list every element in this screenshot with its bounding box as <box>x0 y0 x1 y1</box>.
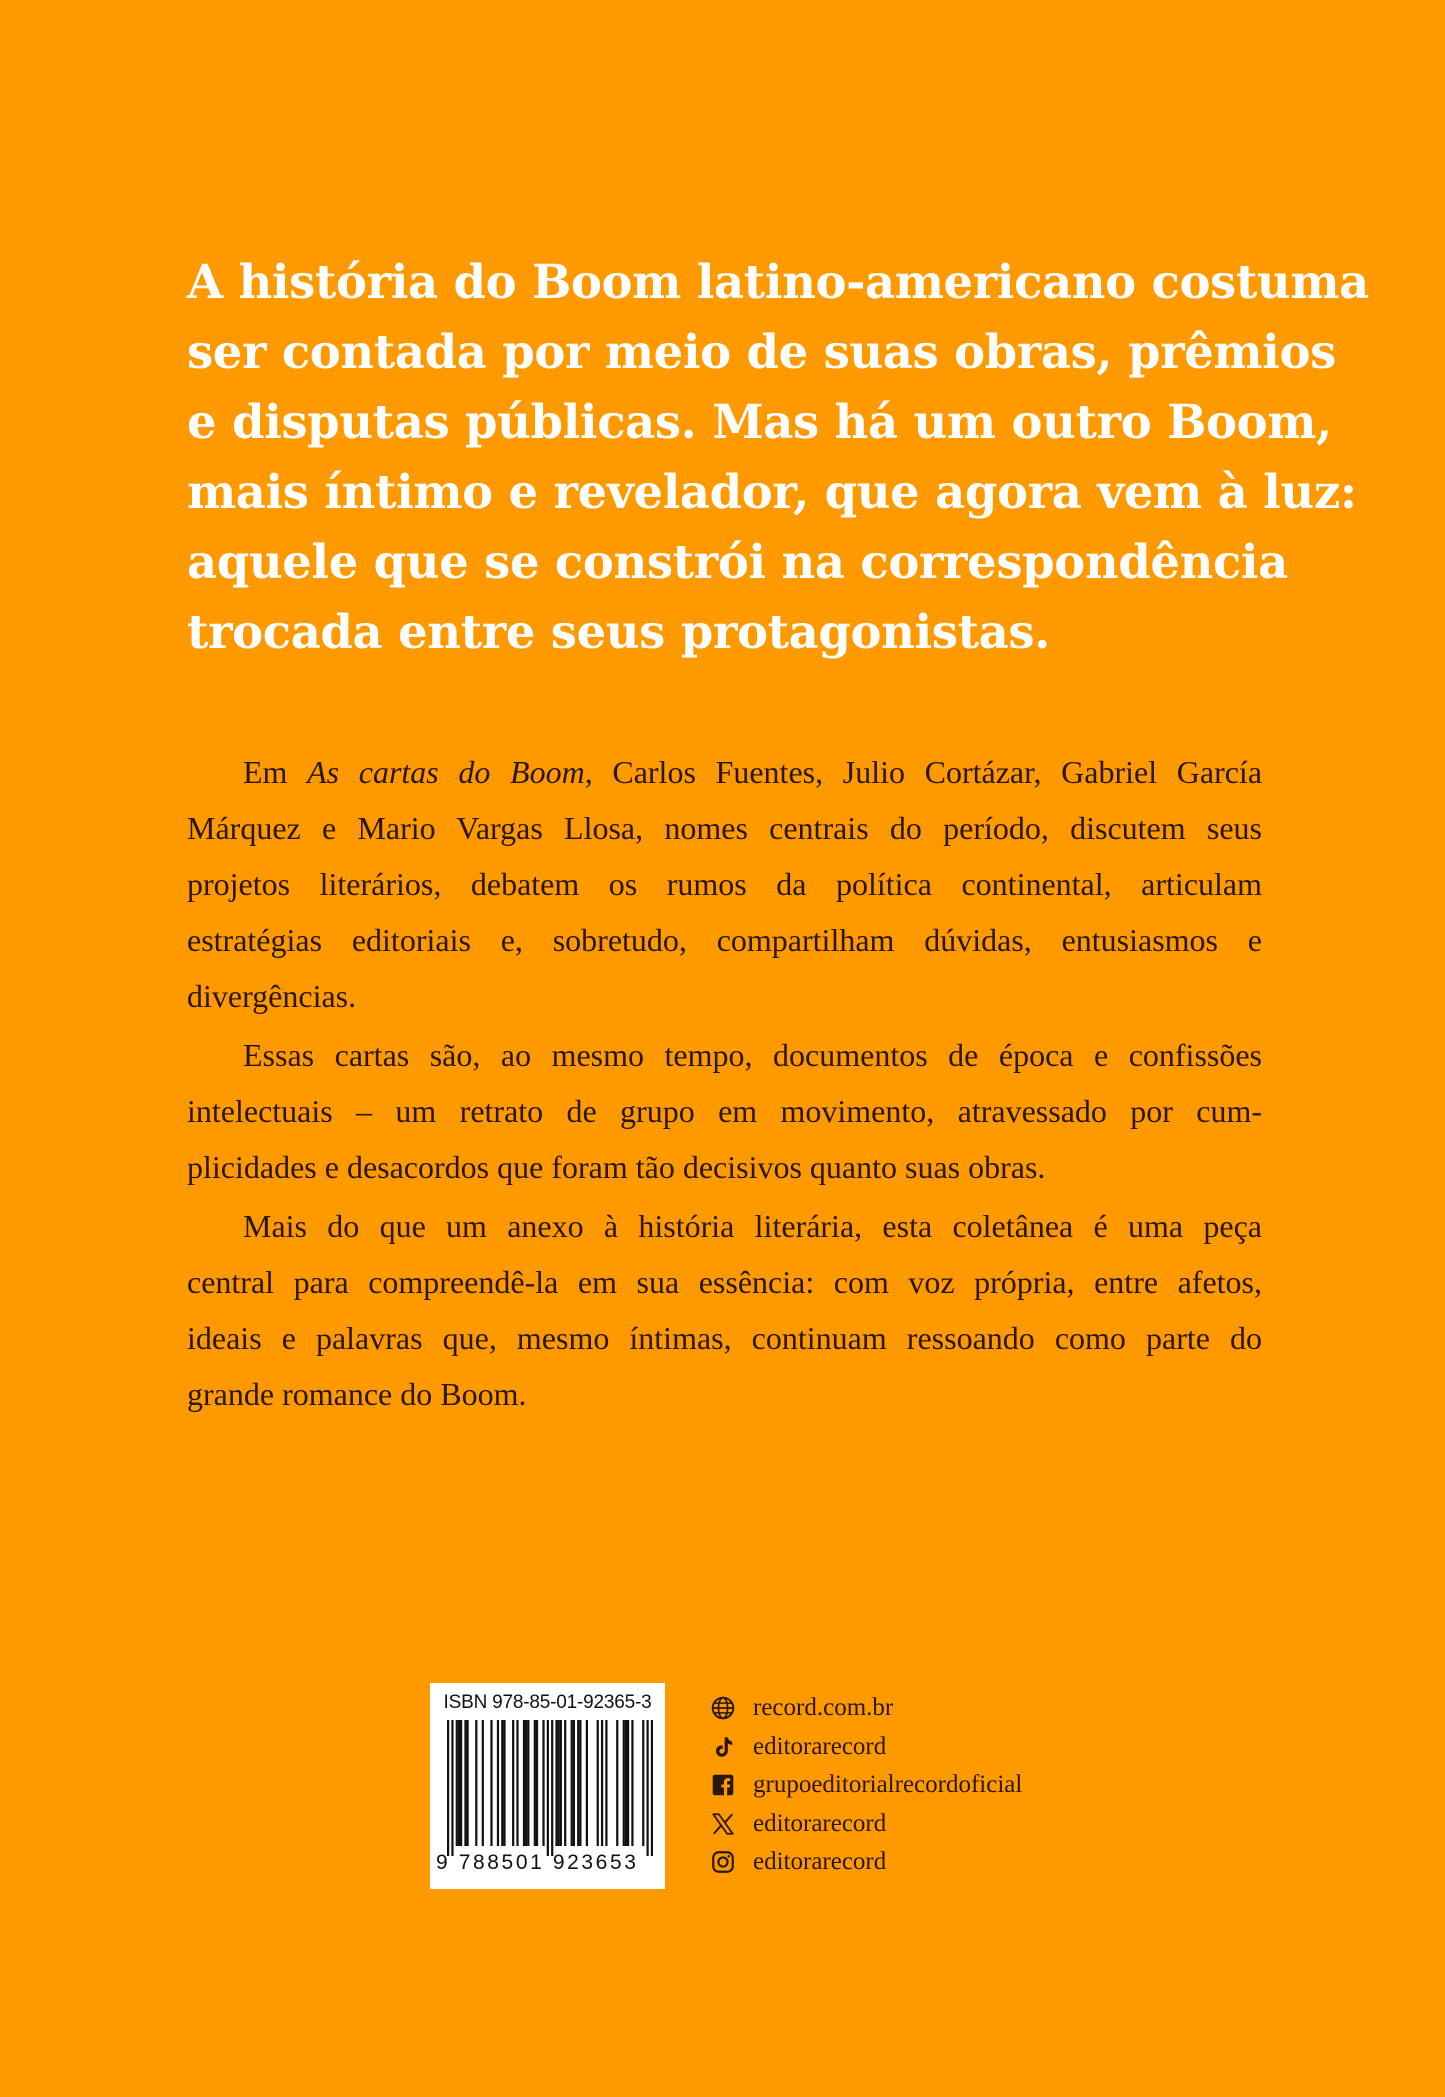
globe-icon <box>710 1695 736 1721</box>
paragraph-line: projetos literários, debatem os rumos da política continental, articulam <box>187 866 1262 902</box>
social-label: editorarecord <box>753 1848 887 1876</box>
barcode-bar <box>512 1720 514 1846</box>
paragraph-line: Márquez e Mario Vargas Llosa, nomes centrais do período, discutem seus <box>187 810 1262 846</box>
social-label: record.com.br <box>753 1694 894 1722</box>
barcode-bar <box>579 1720 581 1846</box>
barcode-bar <box>616 1720 618 1846</box>
barcode-bar <box>501 1720 503 1846</box>
social-item-x[interactable] <box>710 1805 1022 1844</box>
barcode-bar <box>564 1720 566 1846</box>
paragraph-line <box>187 744 1262 800</box>
paragraph-line: grande romance do Boom. <box>187 1376 527 1412</box>
barcode-bar <box>605 1720 607 1846</box>
barcode-bar <box>542 1720 544 1846</box>
barcode-bar <box>516 1720 518 1846</box>
barcode-bar <box>642 1720 644 1846</box>
headline-line: A história do Boom latino-americano costuma <box>187 254 1369 309</box>
barcode-bar <box>623 1720 625 1846</box>
barcode-bar <box>555 1720 557 1846</box>
barcode-bar <box>467 1720 469 1846</box>
barcode-bar <box>571 1720 573 1846</box>
isbn-barcode <box>430 1683 665 1889</box>
barcode-bar <box>525 1720 527 1846</box>
facebook-icon <box>710 1772 736 1798</box>
barcode-bar <box>482 1720 484 1846</box>
synopsis-paragraph-3 <box>187 1198 1262 1422</box>
paragraph-line: intelectuais – um retrato de grupo em movimento, atravessado por cum- <box>187 1093 1262 1129</box>
barcode-bar <box>458 1720 460 1846</box>
barcode-bars <box>447 1720 653 1856</box>
barcode-bar <box>627 1720 629 1846</box>
social-item-tiktok[interactable] <box>710 1728 1022 1767</box>
paragraph-line: divergências. <box>187 978 357 1014</box>
barcode-bar <box>460 1720 462 1846</box>
paragraph-line: Mais do que um anexo à história literária, esta coletânea é uma peça <box>243 1208 1262 1244</box>
synopsis <box>187 744 1262 1425</box>
barcode-bar <box>475 1720 477 1846</box>
headline-line: trocada entre seus protagonistas. <box>187 604 1050 659</box>
barcode-bar <box>464 1720 466 1846</box>
paragraph-line: plicidades e desacordos que foram tão decisivos quanto suas obras. <box>187 1149 1046 1185</box>
barcode-bar <box>536 1720 538 1846</box>
headline-line: ser contada por meio de suas obras, prêmios <box>187 324 1336 379</box>
barcode-bar <box>547 1720 549 1856</box>
tiktok-icon <box>710 1734 736 1760</box>
barcode-bar <box>523 1720 525 1846</box>
paragraph-line: Essas cartas são, ao mesmo tempo, documentos de época e confissões <box>243 1037 1262 1073</box>
paragraph-line: ideais e palavras que, mesmo íntimas, continuam ressoando como parte do <box>187 1320 1262 1356</box>
x-icon <box>710 1811 736 1837</box>
barcode-bar <box>651 1720 653 1856</box>
instagram-icon <box>710 1849 736 1875</box>
barcode-bar <box>625 1720 627 1846</box>
barcode-bar <box>534 1720 536 1846</box>
synopsis-paragraph-1 <box>187 744 1262 1024</box>
text-run: , Carlos Fuentes, Julio Cortázar, Gabriel García <box>584 754 1263 790</box>
barcode-bar <box>447 1720 449 1856</box>
synopsis-paragraph-2 <box>187 1027 1262 1195</box>
barcode-bar <box>597 1720 599 1846</box>
social-links <box>710 1689 1022 1882</box>
barcode-bar <box>586 1720 588 1846</box>
barcode-bar <box>558 1720 560 1846</box>
social-item-instagram[interactable] <box>710 1843 1022 1882</box>
barcode-bar <box>577 1720 579 1846</box>
barcode-bar <box>490 1720 492 1846</box>
barcode-bar <box>646 1720 648 1856</box>
barcode-bar <box>497 1720 499 1846</box>
isbn-label: ISBN 978-85-01-92365-3 <box>443 1692 652 1713</box>
ean-digits: 9 788501 923653 <box>436 1851 639 1874</box>
social-label: editorarecord <box>753 1732 887 1760</box>
headline-line: aquele que se constrói na correspondência <box>187 534 1288 589</box>
barcode-bar <box>551 1720 553 1856</box>
barcode-bar <box>631 1720 633 1846</box>
barcode-bar <box>601 1720 603 1846</box>
text-run: Em <box>243 754 308 790</box>
social-item-facebook[interactable] <box>710 1766 1022 1805</box>
social-item-website[interactable] <box>710 1689 1022 1728</box>
barcode-bar <box>573 1720 575 1846</box>
barcode-bar <box>503 1720 505 1846</box>
headline-line: e disputas públicas. Mas há um outro Boom, <box>187 394 1332 449</box>
paragraph-line: central para compreendê-la em sua essência: com voz própria, entre afetos, <box>187 1264 1262 1300</box>
headline-line: mais íntimo e revelador, que agora vem à luz: <box>187 464 1357 519</box>
paragraph-line: estratégias editoriais e, sobretudo, compartilham dúvidas, entusiasmos e <box>187 922 1262 958</box>
social-label: editorarecord <box>753 1809 887 1837</box>
barcode-bar <box>560 1720 562 1846</box>
barcode-bar <box>451 1720 453 1856</box>
barcode-bar <box>456 1720 458 1846</box>
barcode-bar <box>527 1720 529 1846</box>
headline <box>187 247 1369 667</box>
social-label: grupoeditorialrecordoficial <box>753 1771 1023 1799</box>
book-title: As cartas do Boom <box>307 754 585 790</box>
